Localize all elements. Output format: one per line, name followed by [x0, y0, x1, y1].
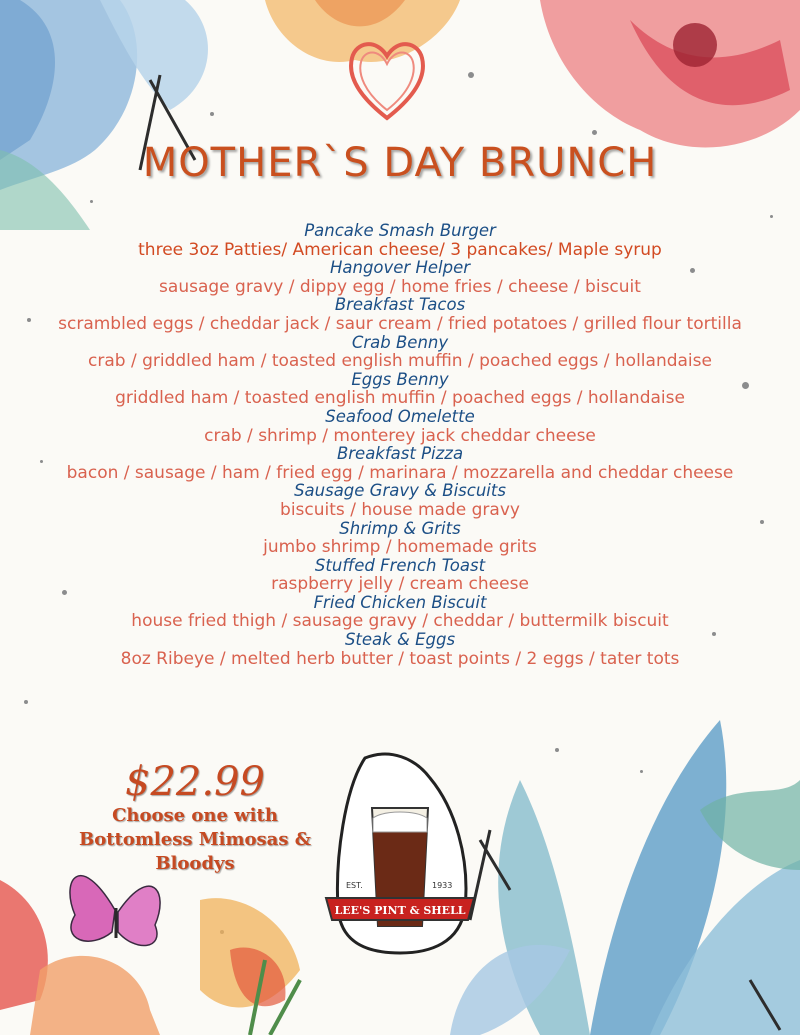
menu-item [55, 259, 745, 296]
menu-item-name: Fried Chicken Biscuit [313, 592, 487, 612]
menu-item-name: Hangover Helper [329, 258, 471, 278]
menu-item-description: crab / griddled ham / toasted english muffin / poached eggs / hollandaise [88, 351, 712, 372]
menu-item-description: house fried thigh / sausage gravy / cheddar / buttermilk biscuit [131, 611, 669, 632]
logo-year-text: 1933 [432, 881, 453, 890]
menu-item [55, 520, 745, 557]
menu-item-description: three 3oz Patties/ American cheese/ 3 pancakes/ Maple syrup [138, 239, 662, 260]
price-line-1: Choose one with [112, 805, 278, 826]
menu-item-name: Stuffed French Toast [314, 555, 486, 575]
menu-item-name: Pancake Smash Burger [304, 221, 496, 240]
menu-item-description: crab / shrimp / monterey jack cheddar cheese [204, 425, 596, 446]
menu-item [55, 445, 745, 482]
menu-item-description: raspberry jelly / cream cheese [271, 574, 529, 595]
menu-item-name: Crab Benny [351, 332, 449, 352]
menu-item-description: sausage gravy / dippy egg / home fries / cheese / biscuit [159, 276, 641, 297]
menu-item-name: Breakfast Pizza [336, 444, 464, 464]
blue-flower-bottom-right-illustration [420, 720, 800, 1035]
butterfly-icon [70, 876, 160, 946]
menu-item-name: Seafood Omelette [325, 406, 475, 426]
menu-item-description: jumbo shrimp / homemade grits [263, 537, 537, 558]
menu-item [55, 371, 745, 408]
page-title: MOTHER`S DAY BRUNCH [142, 140, 658, 186]
menu-item [55, 557, 745, 594]
logo-banner-text: LEE'S PINT & SHELL [334, 904, 466, 917]
logo-est-text: EST. [346, 881, 363, 890]
menu-item-name: Eggs Benny [351, 369, 449, 389]
menu-item-description: biscuits / house made gravy [280, 499, 520, 520]
blue-flower-top-left-illustration [0, 0, 230, 230]
menu-item [55, 482, 745, 519]
menu-item-description: bacon / sausage / ham / fried egg / marinara / mozzarella and cheddar cheese [66, 462, 734, 483]
menu-item-name: Breakfast Tacos [334, 295, 466, 315]
menu-item [55, 296, 745, 333]
heart-icon [346, 34, 428, 126]
menu-item-name: Steak & Eggs [344, 630, 456, 650]
menu-item [55, 222, 745, 259]
menu-item [55, 334, 745, 371]
menu-item [55, 594, 745, 631]
menu-item-name: Sausage Gravy & Biscuits [294, 481, 506, 501]
menu-item [55, 631, 745, 668]
flowers-bottom-left-illustration [0, 840, 330, 1035]
menu-list [55, 222, 745, 668]
menu-item-name: Shrimp & Grits [339, 518, 461, 538]
price-line-3: Bloodys [155, 853, 235, 874]
menu-item-description: 8oz Ribeye / melted herb butter / toast points / 2 eggs / tater tots [120, 648, 680, 669]
menu-item-description: scrambled eggs / cheddar jack / saur cream / fried potatoes / grilled flour tortilla [58, 313, 742, 334]
menu-item-description: griddled ham / toasted english muffin / poached eggs / hollandaise [115, 388, 685, 409]
price-amount: $22.99 [125, 759, 265, 805]
price-line-2: Bottomless Mimosas & [79, 829, 311, 850]
menu-item [55, 408, 745, 445]
